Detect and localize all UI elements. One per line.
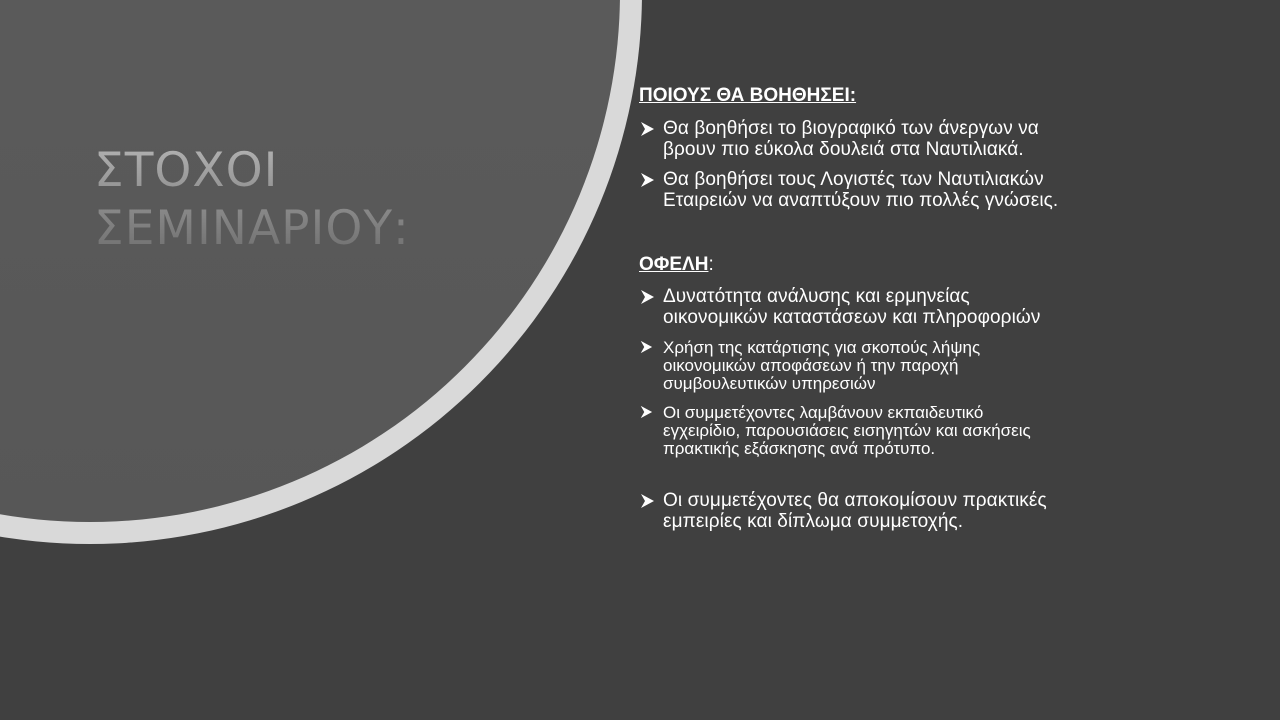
content-area bbox=[639, 84, 1239, 532]
arrowhead-bullet-icon bbox=[639, 121, 655, 137]
heading-benefits-text: ΟΦΕΛΗ bbox=[639, 254, 709, 275]
bullet-line: συμβουλευτικών υπηρεσιών bbox=[663, 374, 876, 393]
list-item bbox=[639, 404, 1239, 458]
arrowhead-bullet-icon bbox=[639, 405, 653, 419]
bullet-line: οικονομικών καταστάσεων και πληροφοριών bbox=[663, 307, 1041, 328]
list-item bbox=[639, 169, 1239, 211]
list-item bbox=[639, 490, 1239, 532]
bullet-line: Εταιρειών να αναπτύξουν πιο πολλές γνώσεις. bbox=[663, 190, 1059, 211]
arrowhead-bullet-icon bbox=[639, 493, 655, 509]
slide-title bbox=[94, 142, 410, 258]
bullet-line: Θα βοηθήσει το βιογραφικό των άνεργων να bbox=[663, 118, 1039, 139]
bullet-line: εγχειρίδιο, παρουσιάσεις εισηγητών και ασκήσεις bbox=[663, 421, 1031, 440]
slide-title-line1: ΣΤΟΧΟΙ bbox=[94, 143, 279, 198]
slide-title-line2: ΣΕΜΙΝΑΡΙΟΥ: bbox=[94, 201, 410, 256]
list-item bbox=[639, 339, 1239, 393]
bullet-line: Οι συμμετέχοντες θα αποκομίσουν πρακτικές bbox=[663, 490, 1047, 511]
bullet-line: Οι συμμετέχοντες λαμβάνουν εκπαιδευτικό bbox=[663, 403, 984, 422]
list-item bbox=[639, 118, 1239, 160]
bullet-line: οικονομικών αποφάσεων ή την παροχή bbox=[663, 356, 959, 375]
arrowhead-bullet-icon bbox=[639, 172, 655, 188]
bullet-line: Θα βοηθήσει τους Λογιστές των Ναυτιλιακών bbox=[663, 169, 1044, 190]
heading-benefits-colon: : bbox=[708, 254, 714, 275]
bullet-list-benefits bbox=[639, 286, 1239, 532]
bullet-line: εμπειρίες και δίπλωμα συμμετοχής. bbox=[663, 511, 964, 532]
arrowhead-bullet-icon bbox=[639, 340, 653, 354]
arrowhead-bullet-icon bbox=[639, 289, 655, 305]
bullet-line: πρακτικής εξάσκησης ανά πρότυπο. bbox=[663, 439, 936, 458]
bullet-line: Δυνατότητα ανάλυσης και ερμηνείας bbox=[663, 286, 970, 307]
bullet-line: βρουν πιο εύκολα δουλειά στα Ναυτιλιακά. bbox=[663, 139, 1024, 160]
section-heading-benefits bbox=[639, 253, 1239, 277]
list-item bbox=[639, 286, 1239, 328]
bullet-list-who bbox=[639, 118, 1239, 211]
bullet-line: Χρήση της κατάρτισης για σκοπούς λήψης bbox=[663, 338, 981, 357]
heading-who-text: ΠΟΙΟΥΣ ΘΑ ΒΟΗΘΗΣΕΙ: bbox=[639, 85, 857, 106]
section-heading-who bbox=[639, 84, 1239, 108]
circle-fill bbox=[0, 0, 620, 522]
